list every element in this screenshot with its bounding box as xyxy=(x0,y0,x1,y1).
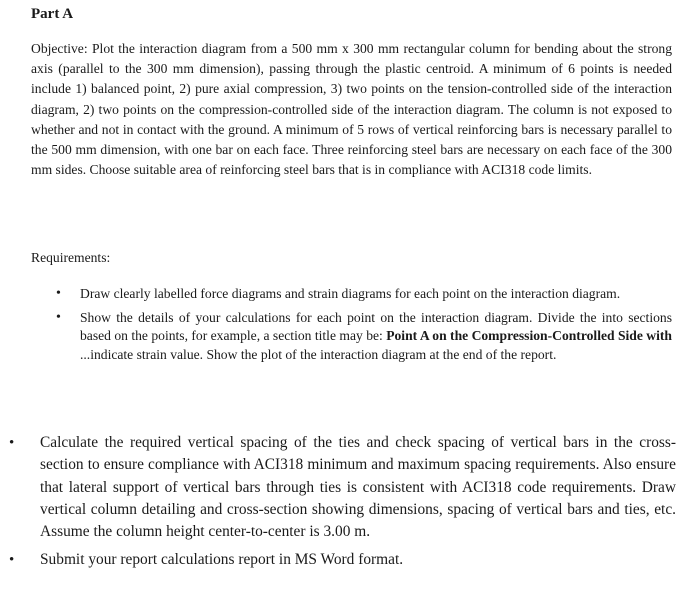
requirement-text: Show the details of your calculations for each point on the interaction diagram. Divide the into sections based on the points, for example, a section title may be: xyxy=(80,309,672,344)
list-item xyxy=(9,549,676,571)
bullet-icon: • xyxy=(9,435,15,451)
tasks-list xyxy=(9,432,676,578)
task-text: Submit your report calculations report in MS Word format. xyxy=(40,551,404,569)
requirements-heading: Requirements: xyxy=(31,250,111,265)
requirement-text: ...indicate strain value. Show the plot of the interaction diagram at the end of the report. xyxy=(80,346,557,362)
bullet-icon: • xyxy=(9,552,15,569)
requirements-list xyxy=(56,285,672,369)
requirement-text: Draw clearly labelled force diagrams and strain diagrams for each point on the interaction diagram. xyxy=(80,286,621,301)
section-title-example: Point A on the Compression-Controlled Side with xyxy=(386,328,672,344)
list-item xyxy=(56,285,672,304)
bullet-icon: • xyxy=(56,286,61,301)
objective-paragraph: Objective: Plot the interaction diagram from a 500 mm x 300 mm rectangular column for bending about the strong axis (parallel to the 300 mm dimension), passing through the plastic centroid. A minimum of 6 points is needed include 1) balanced point, 2) pure axial compression, 3) two points on the tension-controlled side of the interaction diagram, 2) two points on the compression-controlled side of the interaction diagram. The column is not exposed to whether and not in contact with the ground. A minimum of 5 rows of vertical reinforcing bars is necessary parallel to the 500 mm dimension, with one bar on each face. Three reinforcing steel bars are necessary on each face of the 300 mm sides. Choose suitable area of reinforcing steel bars that is in compliance with ACI318 code limits. xyxy=(31,41,672,178)
bullet-icon: • xyxy=(56,309,61,325)
part-title: Part A xyxy=(31,6,74,22)
list-item xyxy=(56,309,672,365)
list-item xyxy=(9,432,676,543)
task-text: Calculate the required vertical spacing of the ties and check spacing of vertical bars in the cross-section to ensure compliance with ACI318 minimum and maximum spacing requirements. Also ensure that lateral support of vertical bars through ties is consistent with ACI318 code requirements. Draw vertical column detailing and cross-section showing dimensions, spacing of vertical bars and ties, etc. Assume the column height center-to-center is 3.00 m. xyxy=(40,434,676,541)
